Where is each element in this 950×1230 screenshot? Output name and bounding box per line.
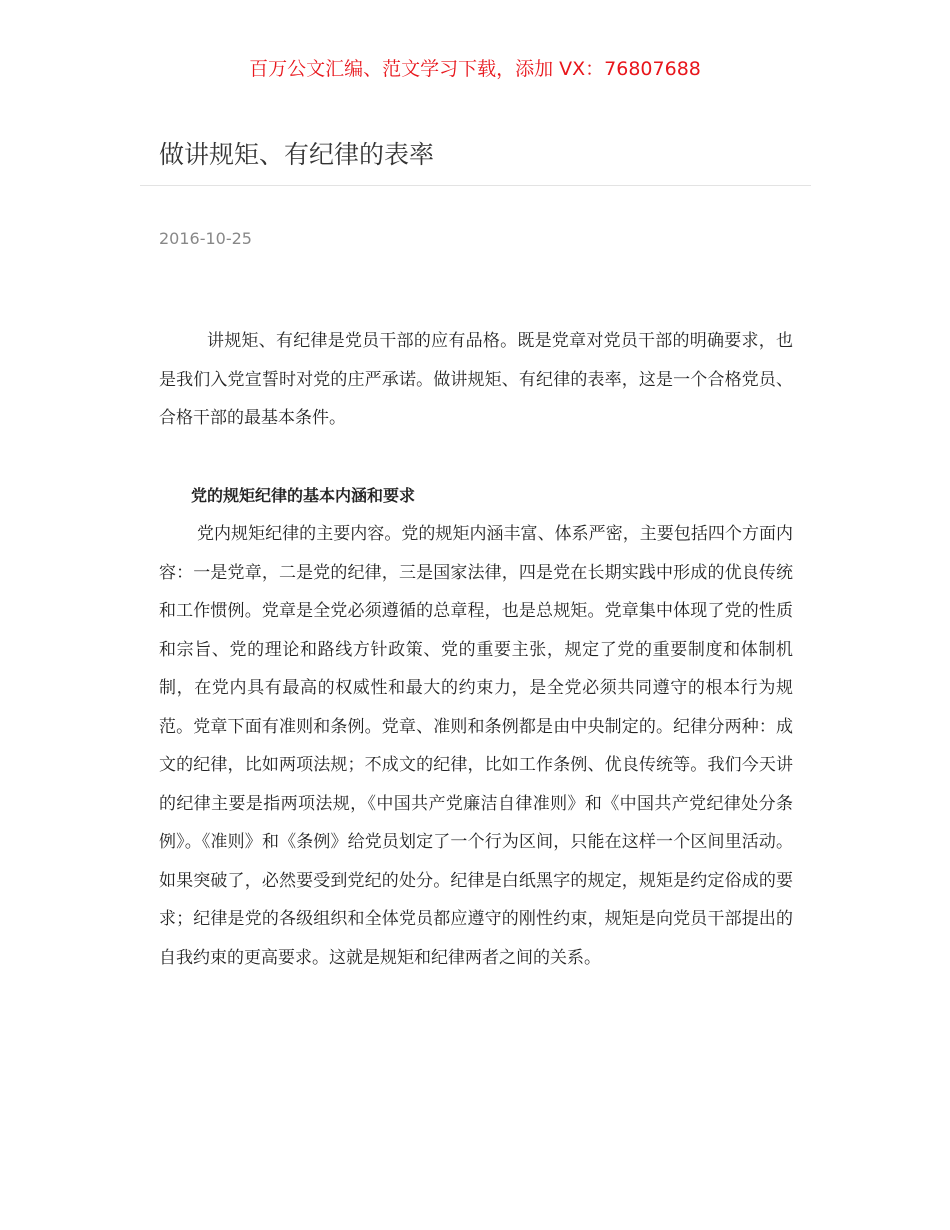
page-title: 做讲规矩、有纪律的表率 xyxy=(159,140,435,169)
header-banner: 百万公文汇编、范文学习下载，添加 VX：76807688 xyxy=(249,58,701,80)
section-heading: 党的规矩纪律的基本内涵和要求 xyxy=(191,486,416,505)
publish-date: 2016-10-25 xyxy=(159,229,252,248)
section-body-paragraph: 党内规矩纪律的主要内容。党的规矩内涵丰富、体系严密，主要包括四个方面内容：一是党章，二是党的纪律，三是国家法律，四是党在长期实践中形成的优良传统和工作惯例。党章是全党必须遵循的总章程，也是总规矩。党章集中体现了党的性质和宗旨、党的理论和路线方针政策、党的重要主张，规定了党的重要制度和体制机制，在党内具有最高的权威性和最大的约束力，是全党必须共同遵守的根本行为规范。党章下面有准则和条例。党章、准则和条例都是由中央制定的。纪律分两种：成文的纪律，比如两项法规；不成文的纪律，比如工作条例、优良传统等。我们今天讲的纪律主要是指两项法规，《中国共产党廉洁自律准则》和《中国共产党纪律处分条例》。《准则》和《条例》给党员划定了一个行为区间，只能在这样一个区间里活动。如果突破了，必然要受到党纪的处分。纪律是白纸黑字的规定，规矩是约定俗成的要求；纪律是党的各级组织和全体党员都应遵守的刚性约束，规矩是向党员干部提出的自我约束的更高要求。这就是规矩和纪律两者之间的关系。 xyxy=(159,524,793,968)
intro-paragraph: 讲规矩、有纪律是党员干部的应有品格。既是党章对党员干部的明确要求，也是我们入党宣誓时对党的庄严承诺。做讲规矩、有纪律的表率，这是一个合格党员、合格干部的最基本条件。 xyxy=(159,331,793,428)
title-divider xyxy=(140,185,811,186)
